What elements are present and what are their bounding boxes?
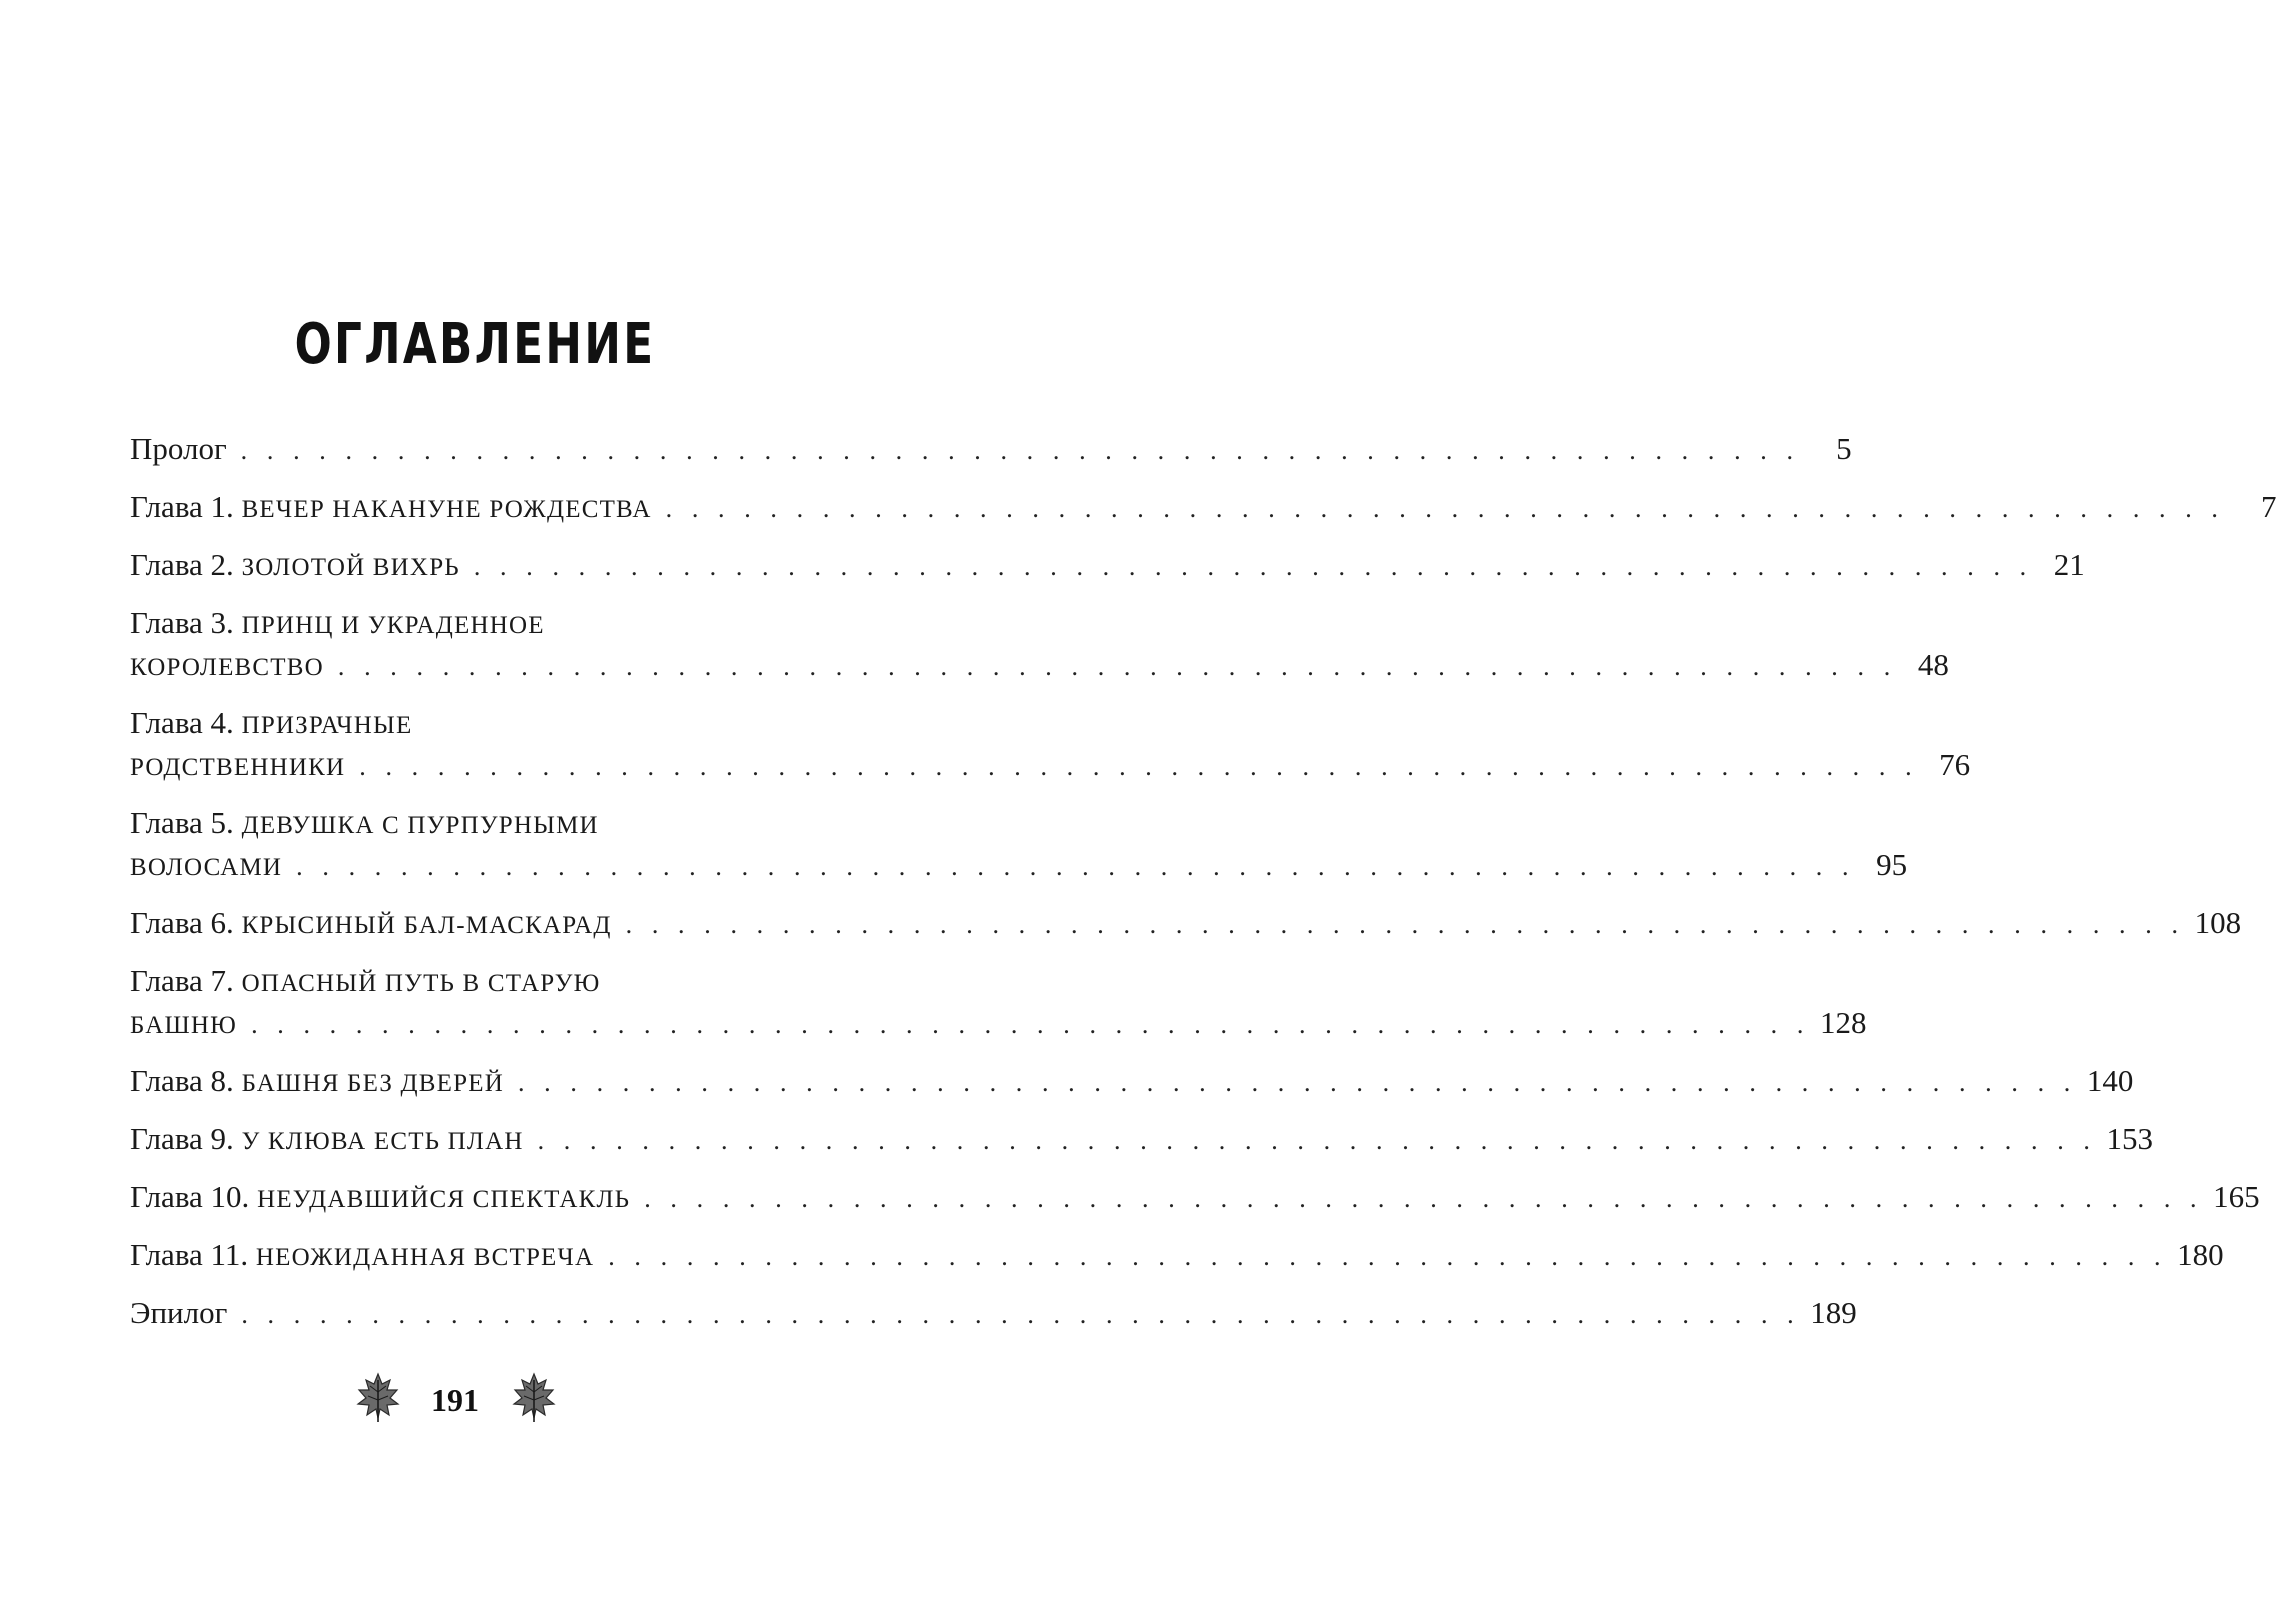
toc-entry-title: БАШНЯ БЕЗ ДВЕРЕЙ (241, 1070, 504, 1097)
toc-entry-label: Глава 4. (130, 705, 234, 740)
toc-entry-title-line1: ДЕВУШКА С ПУРПУРНЫМИ (241, 812, 599, 839)
dot-leader: . . . . . . . . . . . . . . . . . . . . . . . . . . . . . . . . . . . . . . . . . . . . . . . . . . . . . . . . . . . . (644, 1184, 2204, 1213)
toc-page-number: 180 (2177, 1237, 2224, 1272)
dot-leader: . . . . . . . . . . . . . . . . . . . . . . . . . . . . . . . . . . . . . . . . . . . . . . . . . . . . . . . . . . . . (517, 1068, 2077, 1097)
toc-page-number: 48 (1917, 647, 1949, 682)
toc-entry-label: Глава 5. (130, 805, 234, 840)
page-title: ОГЛАВЛЕНИЕ (294, 312, 656, 377)
dot-leader: . . . . . . . . . . . . . . . . . . . . . . . . . . . . . . . . . . . . . . . . . . . . . . . . . . . . . . . . . . . . (537, 1126, 2097, 1155)
toc-entry-title-line1: ПРИНЦ И УКРАДЕННОЕ (241, 612, 545, 639)
toc-entry-title: У КЛЮВА ЕСТЬ ПЛАН (241, 1128, 524, 1155)
toc-page-number: 76 (1939, 747, 1971, 782)
page-number: 191 (431, 1382, 479, 1418)
toc-entry-title-line2: РОДСТВЕННИКИ (130, 754, 346, 781)
dot-leader: . . . . . . . . . . . . . . . . . . . . . . . . . . . . . . . . . . . . . . . . . . . . . . . . . . . . . . . . . . . . (337, 652, 1897, 681)
toc-page-number: 5 (1836, 431, 1852, 466)
toc-entry-chapter-6 (130, 902, 2242, 944)
holly-leaf-icon (356, 1372, 400, 1424)
dot-leader: . . . . . . . . . . . . . . . . . . . . . . . . . . . . . . . . . . . . . . . . . . . . . . . . . . . . . . . . . . . . (359, 752, 1919, 781)
toc-entry-label: Эпилог (130, 1295, 228, 1330)
toc-page-number: 189 (1810, 1295, 1857, 1330)
dot-leader: . . . . . . . . . . . . . . . . . . . . . . . . . . . . . . . . . . . . . . . . . . . . . . . . . . . . . . . . . . . . (608, 1242, 2168, 1271)
toc-entry-label: Глава 11. (130, 1237, 249, 1272)
toc-entry-label: Глава 8. (130, 1063, 234, 1098)
toc-entry-label: Глава 1. (130, 489, 234, 524)
toc-page-number: 153 (2106, 1121, 2153, 1156)
toc-entry-title: ЗОЛОТОЙ ВИХРЬ (241, 554, 460, 581)
toc-entry-label: Глава 2. (130, 547, 234, 582)
toc-entry-title: КРЫСИНЫЙ БАЛ-МАСКАРАД (241, 912, 612, 939)
toc-entry-chapter-2 (130, 544, 2085, 586)
toc-page-number: 140 (2086, 1063, 2134, 1098)
holly-leaf-icon (512, 1372, 556, 1424)
toc-entry-chapter-5 (130, 802, 1908, 886)
dot-leader: . . . . . . . . . . . . . . . . . . . . . . . . . . . . . . . . . . . . . . . . . . . . . . . . . . . . . . . . . . . . (240, 436, 1800, 465)
toc-entry-label: Глава 7. (130, 963, 234, 998)
dot-leader: . . . . . . . . . . . . . . . . . . . . . . . . . . . . . . . . . . . . . . . . . . . . . . . . . . . . . . . . . . . . (296, 852, 1856, 881)
toc-entry-label: Глава 6. (130, 905, 234, 940)
toc-entry-title-line1: ПРИЗРАЧНЫЕ (241, 712, 413, 739)
toc-entry-label: Глава 9. (130, 1121, 234, 1156)
toc-entry-chapter-9 (130, 1118, 2153, 1160)
toc-entry-chapter-8 (130, 1060, 2134, 1102)
toc-entry-title: НЕУДАВШИЙСЯ СПЕКТАКЛЬ (257, 1186, 631, 1213)
toc-page-number: 108 (2194, 905, 2242, 940)
page-footer (0, 1368, 950, 1438)
toc-entry-chapter-4 (130, 702, 1971, 786)
toc-entry-label: Пролог (130, 431, 227, 466)
toc-entry-chapter-7 (130, 960, 1867, 1044)
toc-entry-title-line2: БАШНЮ (130, 1012, 238, 1039)
toc-page-number: 7 (2261, 489, 2277, 524)
toc-entry-title: НЕОЖИДАННАЯ ВСТРЕЧА (255, 1244, 595, 1271)
toc-page-number: 95 (1876, 847, 1908, 882)
toc-entry-chapter-10 (130, 1176, 2260, 1218)
toc-entry-label: Глава 3. (130, 605, 234, 640)
dot-leader: . . . . . . . . . . . . . . . . . . . . . . . . . . . . . . . . . . . . . . . . . . . . . . . . . . . . . . . . . . . . (251, 1010, 1810, 1039)
toc-entry-title-line2: ВОЛОСАМИ (130, 854, 283, 881)
toc-entry-title-line2: КОРОЛЕВСТВО (130, 654, 324, 681)
toc-page-number: 165 (2213, 1179, 2260, 1214)
toc-entry-chapter-11 (130, 1234, 2224, 1276)
toc-page-number: 21 (2053, 547, 2085, 582)
dot-leader: . . . . . . . . . . . . . . . . . . . . . . . . . . . . . . . . . . . . . . . . . . . . . . . . . . . . . . . . . . . . (241, 1300, 1801, 1329)
dot-leader: . . . . . . . . . . . . . . . . . . . . . . . . . . . . . . . . . . . . . . . . . . . . . . . . . . . . . . . . . . . . (473, 552, 2033, 581)
toc-entry-title: ВЕЧЕР НАКАНУНЕ РОЖДЕСТВА (241, 496, 652, 523)
toc-entry-prologue (130, 428, 1852, 470)
dot-leader: . . . . . . . . . . . . . . . . . . . . . . . . . . . . . . . . . . . . . . . . . . . . . . . . . . . . . . . . . . . . (625, 910, 2185, 939)
toc-page-number: 128 (1819, 1005, 1867, 1040)
toc-entry-chapter-3 (130, 602, 1949, 686)
dot-leader: . . . . . . . . . . . . . . . . . . . . . . . . . . . . . . . . . . . . . . . . . . . . . . . . . . . . . . . . . . . . (665, 494, 2225, 523)
toc-entry-label: Глава 10. (130, 1179, 250, 1214)
toc-entry-chapter-1 (130, 486, 2277, 528)
toc-entry-epilogue (130, 1292, 1857, 1334)
table-of-contents (130, 428, 2277, 1350)
toc-entry-title-line1: ОПАСНЫЙ ПУТЬ В СТАРУЮ (241, 970, 601, 997)
